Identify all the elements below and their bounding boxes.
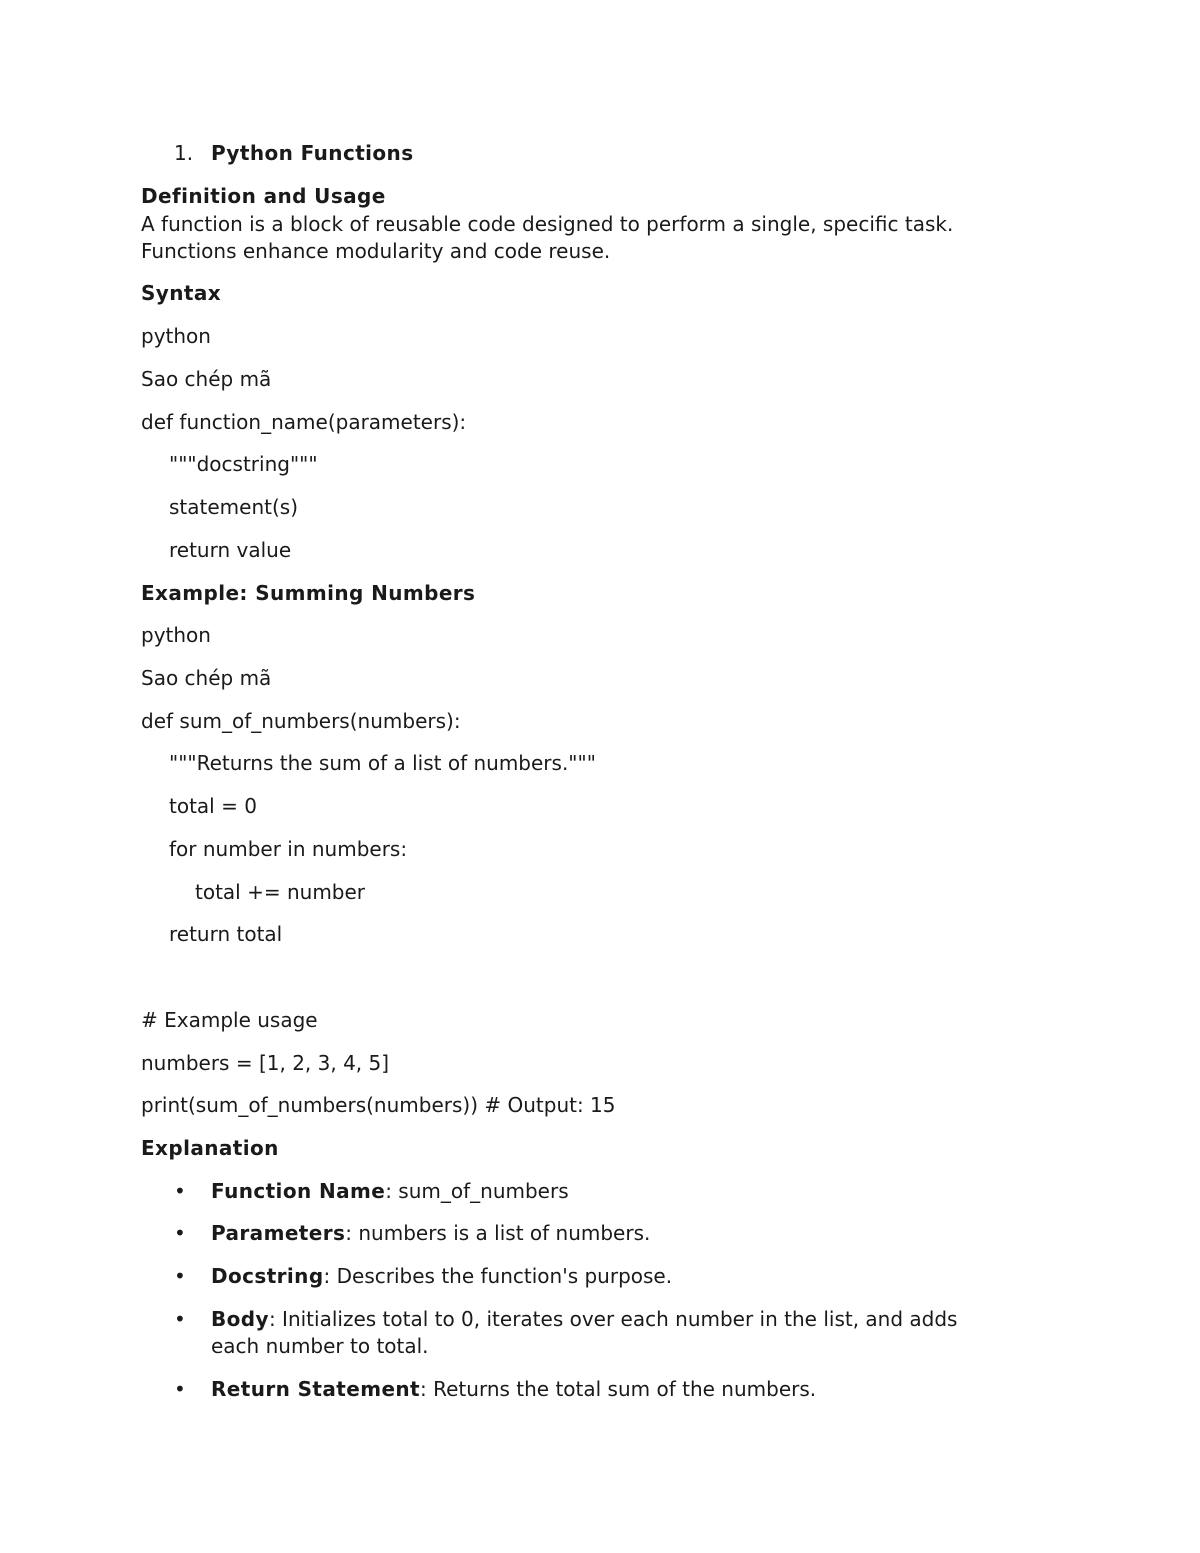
example-code-line: total += number xyxy=(195,880,366,904)
list-item-continuation: each number to total. xyxy=(211,1334,429,1358)
syntax-lang-label: python xyxy=(141,324,211,348)
syntax-heading: Syntax xyxy=(141,281,222,305)
example-code-line: return total xyxy=(169,922,283,946)
list-item-text: : sum_of_numbers xyxy=(385,1179,569,1203)
example-lang-label: python xyxy=(141,623,211,647)
bullet-marker: • xyxy=(174,1221,186,1245)
syntax-copy-code[interactable]: Sao chép mã xyxy=(141,367,272,391)
heading-number: 1. xyxy=(174,141,194,165)
list-item-label: Function Name xyxy=(211,1179,386,1203)
example-code-line: """Returns the sum of a list of numbers.""" xyxy=(169,751,596,775)
list-item xyxy=(211,1376,816,1402)
list-item-label: Body xyxy=(211,1307,269,1331)
list-item-text: : numbers is a list of numbers. xyxy=(345,1221,651,1245)
definition-heading: Definition and Usage xyxy=(141,184,386,208)
bullet-marker: • xyxy=(174,1264,186,1288)
example-code-line: for number in numbers: xyxy=(169,837,408,861)
list-item-text: : Initializes total to 0, iterates over each number in the list, and adds xyxy=(268,1307,958,1331)
syntax-code-line: return value xyxy=(169,538,292,562)
explanation-heading: Explanation xyxy=(141,1136,279,1160)
definition-line-1: A function is a block of reusable code designed to perform a single, specific task. xyxy=(141,212,954,236)
syntax-code-line: statement(s) xyxy=(169,495,298,519)
list-item xyxy=(211,1220,650,1246)
example-code-line: print(sum_of_numbers(numbers)) # Output: 15 xyxy=(141,1093,616,1117)
example-code-line: def sum_of_numbers(numbers): xyxy=(141,709,461,733)
example-heading: Example: Summing Numbers xyxy=(141,581,476,605)
list-item-text: : Describes the function's purpose. xyxy=(323,1264,673,1288)
list-item-label: Return Statement xyxy=(211,1377,421,1401)
syntax-code-line: """docstring""" xyxy=(169,452,318,476)
list-item xyxy=(211,1263,672,1289)
list-item-label: Parameters xyxy=(211,1221,346,1245)
example-code-line: total = 0 xyxy=(169,794,257,818)
list-item-label: Docstring xyxy=(211,1264,324,1288)
example-copy-code[interactable]: Sao chép mã xyxy=(141,666,272,690)
bullet-marker: • xyxy=(174,1179,186,1203)
bullet-marker: • xyxy=(174,1377,186,1401)
list-item xyxy=(211,1178,569,1204)
page-title: Python Functions xyxy=(211,141,414,165)
bullet-marker: • xyxy=(174,1307,186,1331)
definition-line-2: Functions enhance modularity and code reuse. xyxy=(141,239,611,263)
example-code-line: # Example usage xyxy=(141,1008,318,1032)
example-code-line: numbers = [1, 2, 3, 4, 5] xyxy=(141,1051,390,1075)
list-item xyxy=(211,1306,957,1332)
list-item-text: : Returns the total sum of the numbers. xyxy=(420,1377,817,1401)
syntax-code-line: def function_name(parameters): xyxy=(141,410,467,434)
